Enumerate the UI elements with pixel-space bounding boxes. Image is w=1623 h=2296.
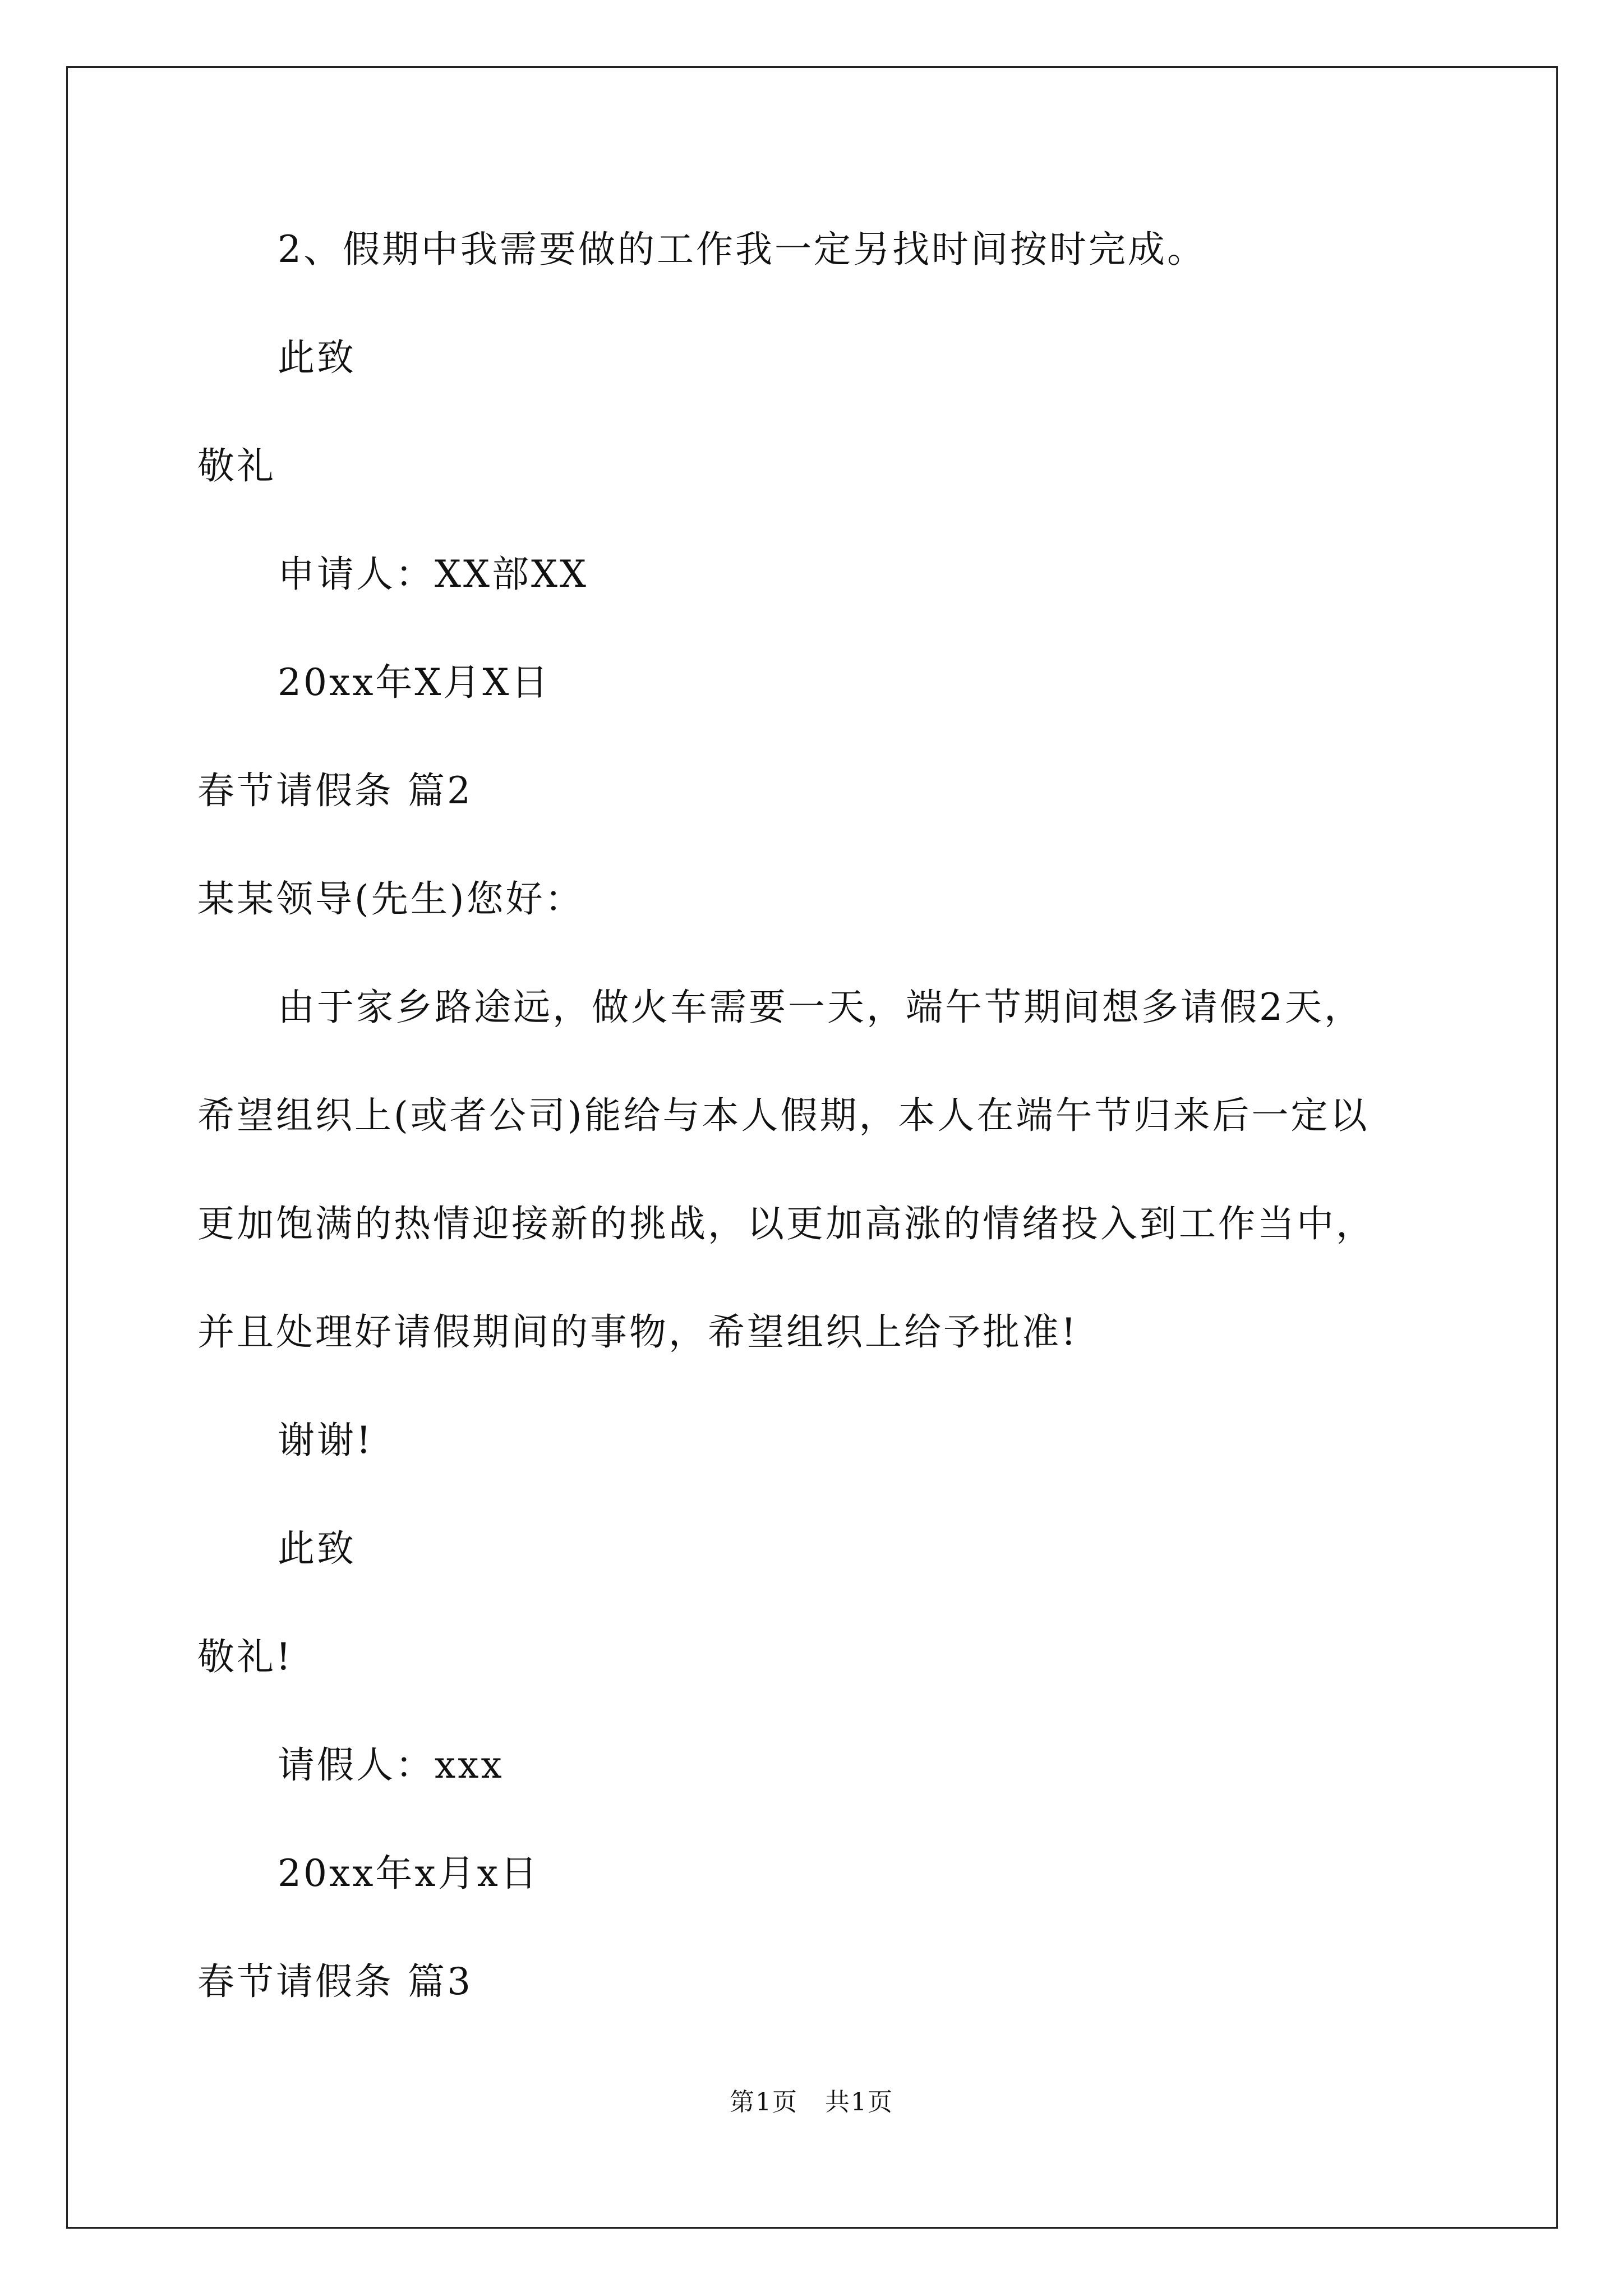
text-line-salutation-2: 此致: [278, 1527, 356, 1570]
page-number-footer: 第1页 共1页: [730, 2088, 893, 2116]
text-line-body-3: 更加饱满的热情迎接新的挑战，以更加高涨的情绪投入到工作当中，: [197, 1202, 1375, 1245]
section-heading-2: 春节请假条 篇2: [197, 769, 473, 812]
text-line-date-2: 20xx年x月x日: [278, 1852, 540, 1895]
text-line-date: 20xx年X月X日: [278, 661, 551, 704]
text-line-body-4: 并且处理好请假期间的事物，希望组织上给予批准!: [197, 1310, 1078, 1354]
text-line-applicant: 申请人：XX部XX: [278, 553, 588, 596]
text-line-regards-2: 敬礼!: [197, 1635, 293, 1678]
page-border: [66, 66, 1558, 2229]
text-line-salutation: 此致: [278, 336, 356, 379]
text-line-item-2: 2、假期中我需要做的工作我一定另找时间按时完成。: [278, 228, 1206, 271]
text-line-body-2: 希望组织上(或者公司)能给与本人假期，本人在端午节归来后一定以: [197, 1094, 1370, 1137]
text-line-thanks: 谢谢!: [278, 1419, 374, 1462]
section-heading-3: 春节请假条 篇3: [197, 1960, 473, 2003]
text-line-greeting: 某某领导(先生)您好：: [197, 877, 584, 921]
text-line-regards: 敬礼: [197, 444, 276, 487]
text-line-leave-applicant: 请假人：xxx: [278, 1743, 504, 1787]
text-line-body-1: 由于家乡路途远，做火车需要一天，端午节期间想多请假2天，: [278, 986, 1363, 1029]
